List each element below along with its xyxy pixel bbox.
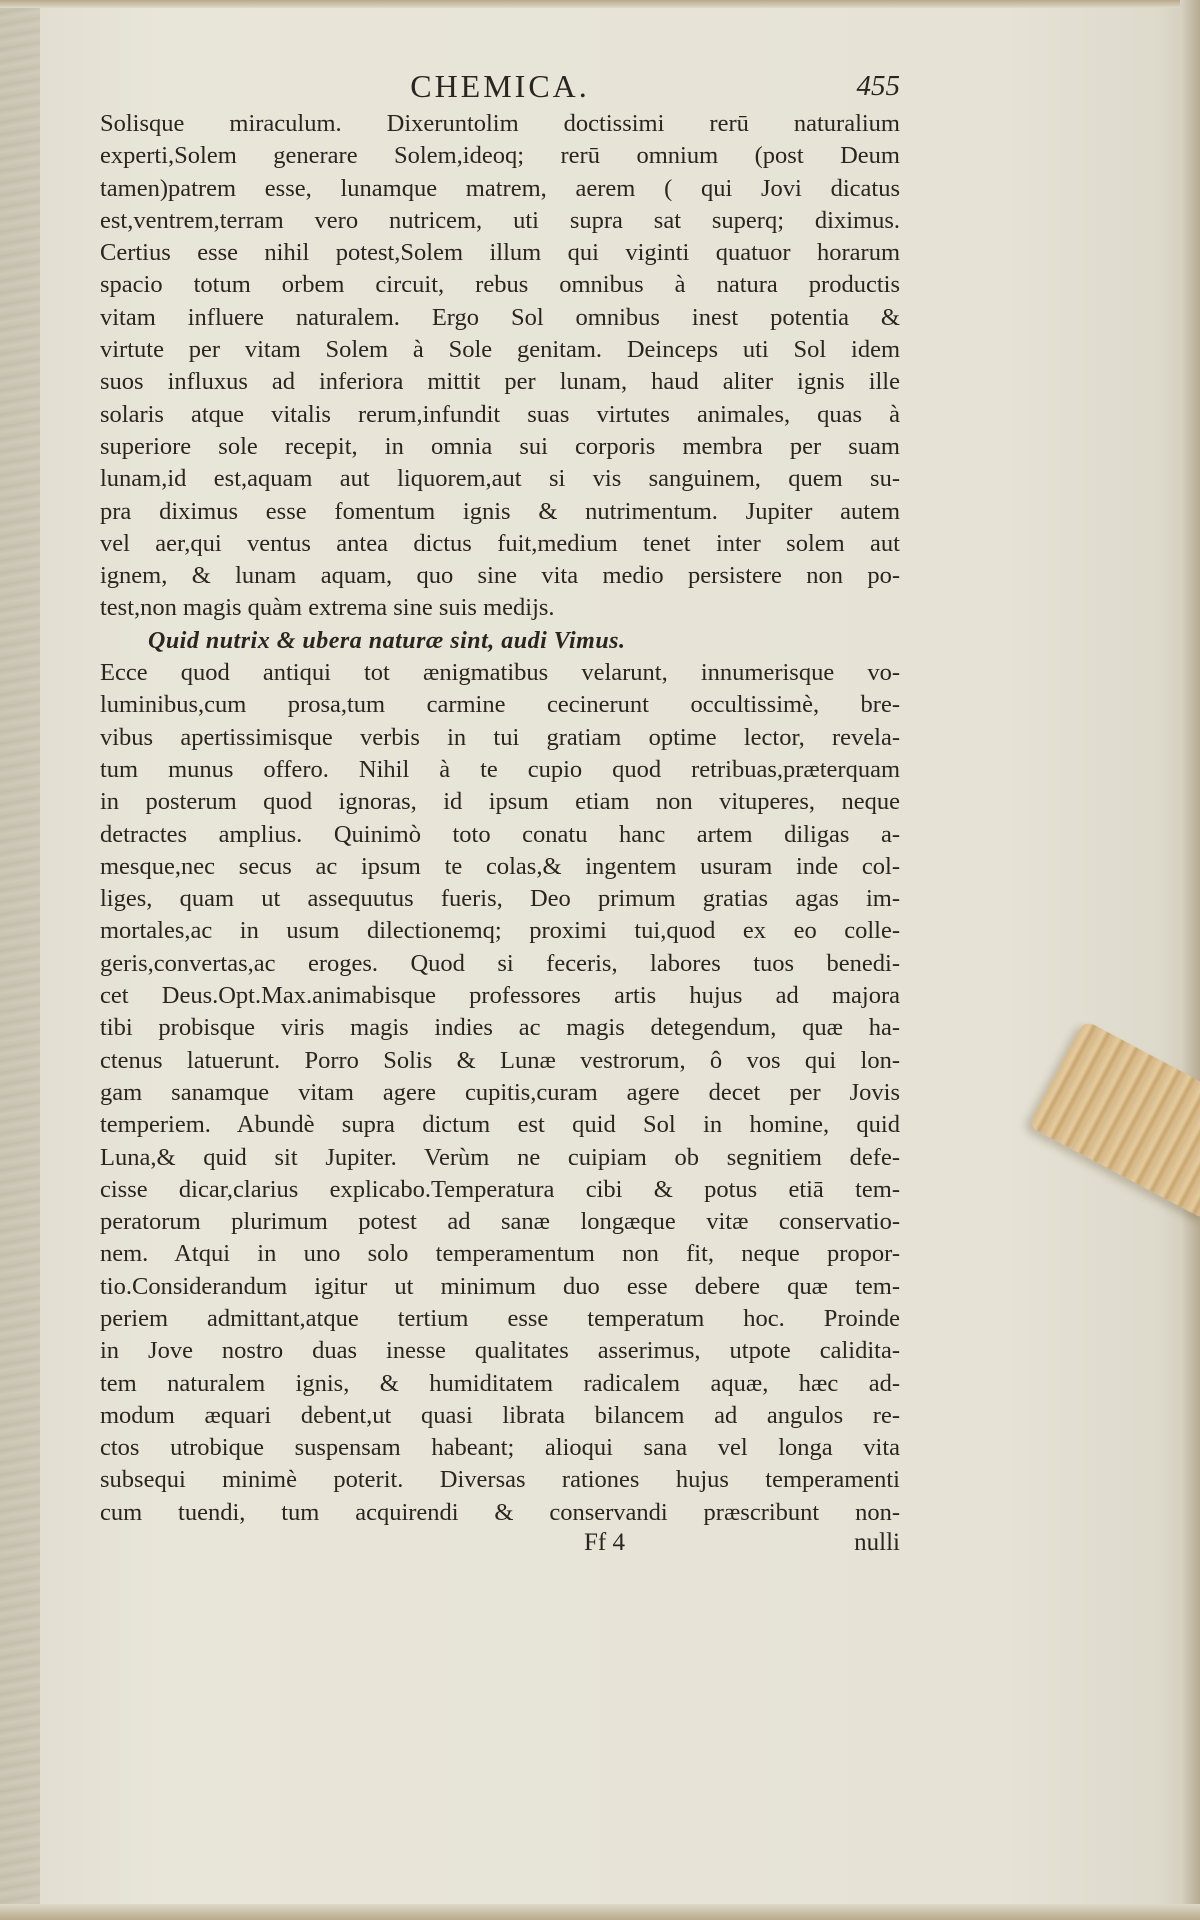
text-line: cisse dicar,clarius explicabo.Temperatura cibi & potus etiā tem- (100, 1175, 900, 1203)
text-line: subsequi minimè poterit. Diversas rationes hujus temperamenti (100, 1466, 900, 1494)
catchword: nulli (854, 1529, 900, 1557)
text-line: tibi probisque viris magis indies ac magis detegendum, quæ ha- (100, 1014, 900, 1042)
text-line: temperiem. Abundè supra dictum est quid Sol in homine, quid (100, 1111, 900, 1139)
text-line: virtute per vitam Solem à Sole genitam. Deinceps uti Sol idem (100, 336, 900, 364)
paragraph-2 (100, 657, 900, 1529)
text-line: Solisque miraculum. Dixeruntolim doctissimi rerū naturalium (100, 110, 900, 137)
text-line: solaris atque vitalis rerum,infundit suas virtutes animales, quas à (100, 400, 900, 428)
text-line: gam sanamque vitam agere cupitis,curam agere decet per Jovis (100, 1078, 900, 1106)
text-line: test,non magis quàm extrema sine suis medijs. (100, 594, 555, 622)
text-line: pra diximus esse fomentum ignis & nutrimentum. Jupiter autem (100, 497, 900, 525)
text-line: cum tuendi, tum acquirendi & conservandi præscribunt non- (100, 1498, 900, 1526)
text-line: suos influxus ad inferiora mittit per lunam, haud aliter ignis ille (100, 368, 900, 396)
text-line: vibus apertissimisque verbis in tui gratiam optime lector, revela- (100, 723, 900, 751)
text-line: mesque,nec secus ac ipsum te colas,& ingentem usuram inde col- (100, 852, 900, 880)
text-line: Certius esse nihil potest,Solem illum qui viginti quatuor horarum (100, 239, 900, 267)
text-line: experti,Solem generare Solem,ideoq; rerū omnium (post Deum (100, 142, 900, 170)
text-line: in posterum quod ignoras, id ipsum etiam non vituperes, neque (100, 788, 900, 816)
right-page-edge (1180, 0, 1200, 1920)
text-line: ctenus latuerunt. Porro Solis & Lunæ vestrorum, ô vos qui lon- (100, 1046, 900, 1074)
running-head: CHEMICA. (410, 68, 590, 104)
text-block (100, 62, 900, 1563)
text-line: peratorum plurimum potest ad sanæ longæque vitæ conservatio- (100, 1208, 900, 1236)
wooden-page-holder (1029, 1020, 1200, 1220)
page-header (100, 62, 900, 108)
text-line: est,ventrem,terram vero nutricem, uti supra sat superq; diximus. (100, 206, 900, 234)
text-line: in Jove nostro duas inesse qualitates asserimus, utpote calidita- (100, 1337, 900, 1365)
text-line: geris,convertas,ac eroges. Quod si feceris, labores tuos benedi- (100, 949, 900, 977)
text-line: detractes amplius. Quinimò toto conatu hanc artem diligas a- (100, 820, 900, 848)
binding-gutter (0, 0, 40, 1920)
text-line: tem naturalem ignis, & humiditatem radicalem aquæ, hæc ad- (100, 1369, 900, 1397)
text-line: mortales,ac in usum dilectionemq; proximi tui,quod ex eo colle- (100, 917, 900, 945)
text-line: spacio totum orbem circuit, rebus omnibus à natura productis (100, 271, 900, 299)
text-line: vitam influere naturalem. Ergo Sol omnibus inest potentia & (100, 303, 900, 331)
text-line: tio.Considerandum igitur ut minimum duo esse debere quæ tem- (100, 1272, 900, 1300)
text-line: periem admittant,atque tertium esse temperatum hoc. Proinde (100, 1304, 900, 1332)
text-line: tum munus offero. Nihil à te cupio quod retribuas,præterquam (100, 755, 900, 783)
text-line: tamen)patrem esse, lunamque matrem, aerem ( qui Jovi dicatus (100, 174, 900, 202)
text-line: liges, quam ut assequutus fueris, Deo primum gratias agas im- (100, 885, 900, 913)
paragraph-1 (100, 108, 900, 625)
text-line: cet Deus.Opt.Max.animabisque professores artis hujus ad majora (100, 982, 900, 1010)
text-line: Luna,& quid sit Jupiter. Verùm ne cuipiam ob segnitiem defe- (100, 1143, 900, 1171)
top-page-edge (0, 0, 1200, 8)
page-footer (100, 1529, 900, 1563)
text-line: ctos utrobique suspensam habeant; alioqui sana vel longa vita (100, 1434, 900, 1462)
text-line: luminibus,cum prosa,tum carmine cecinerunt occultissimè, bre- (100, 691, 900, 719)
page-number: 455 (856, 70, 900, 102)
text-line: Ecce quod antiqui tot ænigmatibus velarunt, innumerisque vo- (100, 659, 900, 687)
text-line: lunam,id est,aquam aut liquorem,aut si vis sanguinem, quem su- (100, 465, 900, 493)
text-line: ignem, & lunam aquam, quo sine vita medio persistere non po- (100, 562, 900, 590)
text-line: vel aer,qui ventus antea dictus fuit,medium tenet inter solem aut (100, 529, 900, 557)
text-line: nem. Atqui in uno solo temperamentum non fit, neque propor- (100, 1240, 900, 1268)
text-line: modum æquari debent,ut quasi librata bilancem ad angulos re- (100, 1401, 900, 1429)
bottom-page-edge (0, 1904, 1200, 1920)
signature-mark: Ff 4 (584, 1529, 625, 1557)
section-subheading: Quid nutrix & ubera naturæ sint, audi Vimus. (148, 627, 626, 654)
text-line: superiore sole recepit, in omnia sui corporis membra per suam (100, 432, 900, 460)
